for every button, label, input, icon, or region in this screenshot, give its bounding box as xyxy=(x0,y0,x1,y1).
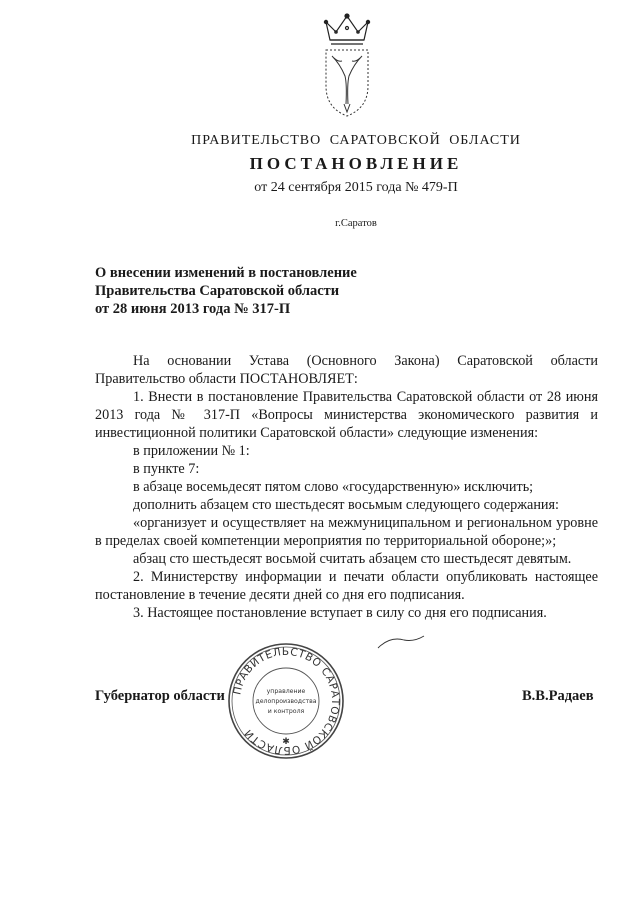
coat-of-arms-emblem xyxy=(316,12,378,120)
stamp-inner-text: делопроизводства xyxy=(255,698,317,705)
document-date-number: от 24 сентября 2015 года № 479-П xyxy=(254,180,458,195)
document-city: г.Саратов xyxy=(335,218,377,229)
handwritten-signature xyxy=(376,632,426,652)
body-paragraph: в абзаце восемьдесят пятом слово «государственную» исключить; xyxy=(133,479,534,495)
body-paragraph: абзац сто шестьдесят восьмой считать абзацем сто шестьдесят девятым. xyxy=(133,551,572,567)
body-paragraph: «организует и осуществляет на межмуниципальном и региональном уровне в пределах своей компетенции мероприятия по территориальной обороне;»; xyxy=(95,515,598,549)
document-body xyxy=(95,352,598,622)
subject-line: Правительства Саратовской области xyxy=(95,283,340,299)
stamp-outer-text: ПРАВИТЕЛЬСТВО САРАТОВСКОЙ ОБЛАСТИ xyxy=(231,645,342,757)
svg-text:✱: ✱ xyxy=(282,737,290,747)
stamp-inner-text: управление xyxy=(266,688,306,695)
body-paragraph: в приложении № 1: xyxy=(133,443,250,459)
body-paragraph: На основании Устава (Основного Закона) Саратовской области Правительство области ПОСТАНОВЛЯЕТ: xyxy=(95,353,598,387)
signatory-title: Губернатор области xyxy=(95,688,225,704)
body-paragraph: в пункте 7: xyxy=(133,461,200,477)
official-seal-stamp xyxy=(226,641,346,761)
document-subject xyxy=(95,264,415,318)
subject-line: О внесении изменений в постановление xyxy=(95,265,357,281)
body-paragraph: дополнить абзацем сто шестьдесят восьмым следующего содержания: xyxy=(133,497,559,513)
subject-line: от 28 июня 2013 года № 317-П xyxy=(95,301,291,317)
body-paragraph: 1. Внести в постановление Правительства Саратовской области от 28 июня 2013 года № 317-П «Вопросы министерства экономического развития и инвестиционной политики Саратовской области» следующие изменения: xyxy=(95,389,598,441)
body-paragraph: 3. Настоящее постановление вступает в силу со дня его подписания. xyxy=(133,605,547,621)
stamp-inner-text: и контроля xyxy=(267,708,305,715)
document-type: ПОСТАНОВЛЕНИЕ xyxy=(249,154,463,173)
signatory-name: В.В.Радаев xyxy=(522,688,594,704)
organization-name: ПРАВИТЕЛЬСТВО САРАТОВСКОЙ ОБЛАСТИ xyxy=(191,133,521,148)
body-paragraph: 2. Министерству информации и печати области опубликовать настоящее постановление в течение десяти дней со дня его подписания. xyxy=(95,569,598,603)
